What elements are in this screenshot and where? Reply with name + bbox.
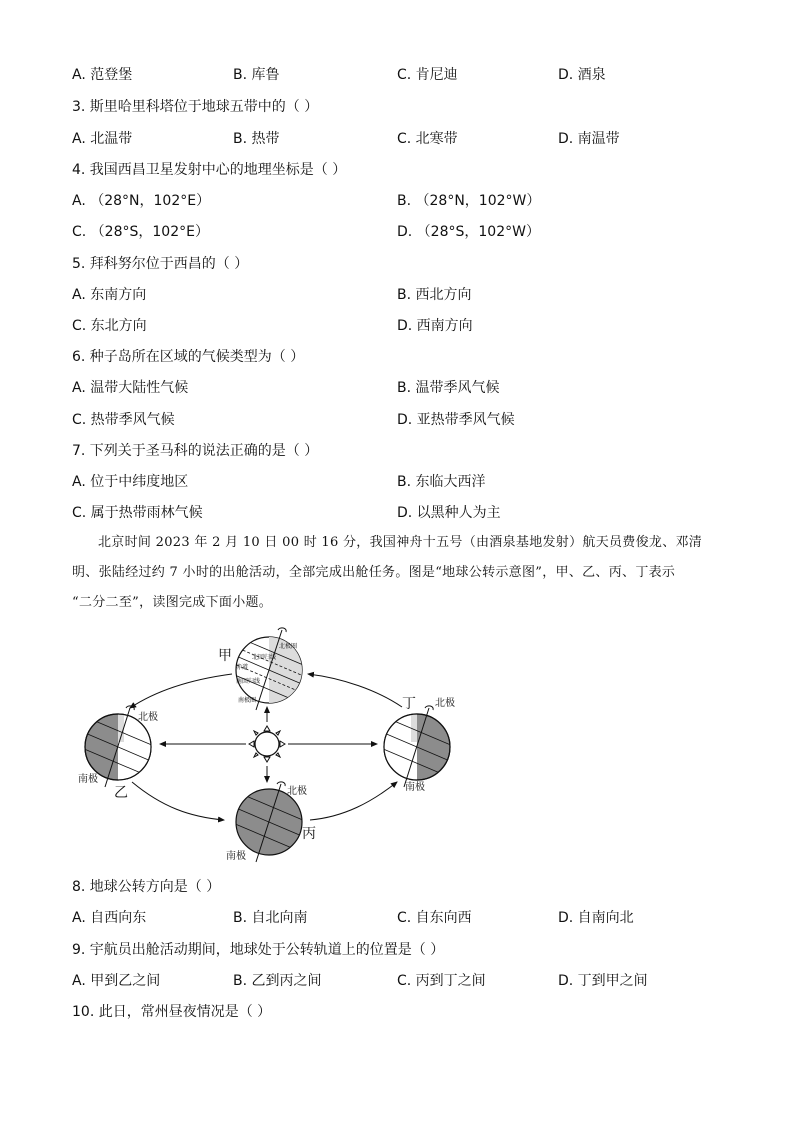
q5-option-b: B. 西北方向 [397,287,472,303]
q8-option-c: C. 自东向西 [397,910,472,926]
q6-option-a: A. 温带大陆性气候 [72,380,189,396]
q2-option-d: D. 酒泉 [558,67,606,83]
q8-option-a: A. 自西向东 [72,910,147,926]
q2-option-a: A. 范登堡 [72,67,133,83]
passage-line-2: 明、张陆经过约 7 小时的出舱活动，全部完成出舱任务。图是“地球公转示意图”，甲、乙、丙、丁表示 [72,565,676,580]
q2-option-b: B. 库鲁 [233,67,280,83]
label-tropic-capricorn: 南回归线 [236,678,261,685]
q6-option-b: B. 温带季风气候 [397,380,500,396]
q4-stem: 4. 我国西昌卫星发射中心的地理坐标是（ ） [72,162,347,178]
label-south-pole-bing: 南极 [226,851,246,862]
q3-option-a: A. 北温带 [72,131,133,147]
label-yi: 乙 [114,785,128,801]
globe-ding [372,696,458,793]
q9-option-b: B. 乙到丙之间 [233,973,322,989]
passage [72,528,722,618]
passage-line-3: “二分二至”，读图完成下面小题。 [72,595,273,610]
globe-bing [226,782,316,862]
q3-option-c: C. 北寒带 [397,131,458,147]
q4-option-c: C. （28°S，102°E） [72,224,209,240]
q3-stem: 3. 斯里哈里科塔位于地球五带中的（ ） [72,99,319,115]
q7-stem: 7. 下列关于圣马科的说法正确的是（ ） [72,443,319,459]
q8-option-d: D. 自南向北 [558,910,634,926]
q9-option-d: D. 丁到甲之间 [558,973,648,989]
label-equator: 赤道 [236,664,249,671]
q5-stem: 5. 拜科努尔位于西昌的（ ） [72,256,249,272]
q5-option-d: D. 西南方向 [397,318,473,334]
label-south-pole-yi: 南极 [78,774,98,785]
orbit-arc-ding-jia [308,674,402,707]
q8-option-b: B. 自北向南 [233,910,308,926]
q8-stem: 8. 地球公转方向是（ ） [72,879,221,895]
q4-option-d: D. （28°S，102°W） [397,224,540,240]
q9-option-c: C. 丙到丁之间 [397,973,486,989]
label-south-pole-ding: 南极 [405,782,425,793]
passage-line-1: 北京时间 2023 年 2 月 10 日 00 时 16 分，我国神舟十五号（由酒泉基地发射）航天员费俊龙、邓清 [98,535,703,550]
q7-option-c: C. 属于热带雨林气候 [72,505,203,521]
label-north-pole-yi: 北极 [138,712,158,723]
globe-yi [77,706,159,801]
q9-option-a: A. 甲到乙之间 [72,973,161,989]
q4-option-b: B. （28°N，102°W） [397,193,541,209]
q5-option-c: C. 东北方向 [72,318,147,334]
q7-option-a: A. 位于中纬度地区 [72,474,189,490]
label-arctic-circle: 北极圈 [279,643,298,650]
q3-option-d: D. 南温带 [558,131,620,147]
sun-icon [249,726,285,762]
orbit-arc-jia-yi [130,674,232,708]
q7-option-d: D. 以黑种人为主 [397,505,501,521]
q7-option-b: B. 东临大西洋 [397,474,486,490]
label-north-pole-bing: 北极 [287,786,307,797]
earth-revolution-diagram [72,622,472,867]
label-antarctic-circle: 南极圈 [238,697,257,704]
label-ding: 丁 [402,696,416,712]
q2-option-c: C. 肯尼迪 [397,67,458,83]
q4-option-a: A. （28°N，102°E） [72,193,211,209]
label-tropic-cancer: 北回归线 [252,654,277,661]
q3-option-b: B. 热带 [233,131,280,147]
label-jia: 甲 [218,648,232,664]
orbit-arc-yi-bing [132,782,224,820]
orbit-arc-bing-ding [310,782,397,820]
globe-jia [218,628,311,712]
q6-option-d: D. 亚热带季风气候 [397,412,515,428]
label-north-pole-ding: 北极 [435,698,455,709]
q9-stem: 9. 宇航员出舱活动期间，地球处于公转轨道上的位置是（ ） [72,942,445,958]
q5-option-a: A. 东南方向 [72,287,147,303]
q6-stem: 6. 种子岛所在区域的气候类型为（ ） [72,349,305,365]
q6-option-c: C. 热带季风气候 [72,412,175,428]
label-bing: 丙 [302,826,316,842]
q10-stem: 10. 此日，常州昼夜情况是（ ） [72,1004,272,1020]
